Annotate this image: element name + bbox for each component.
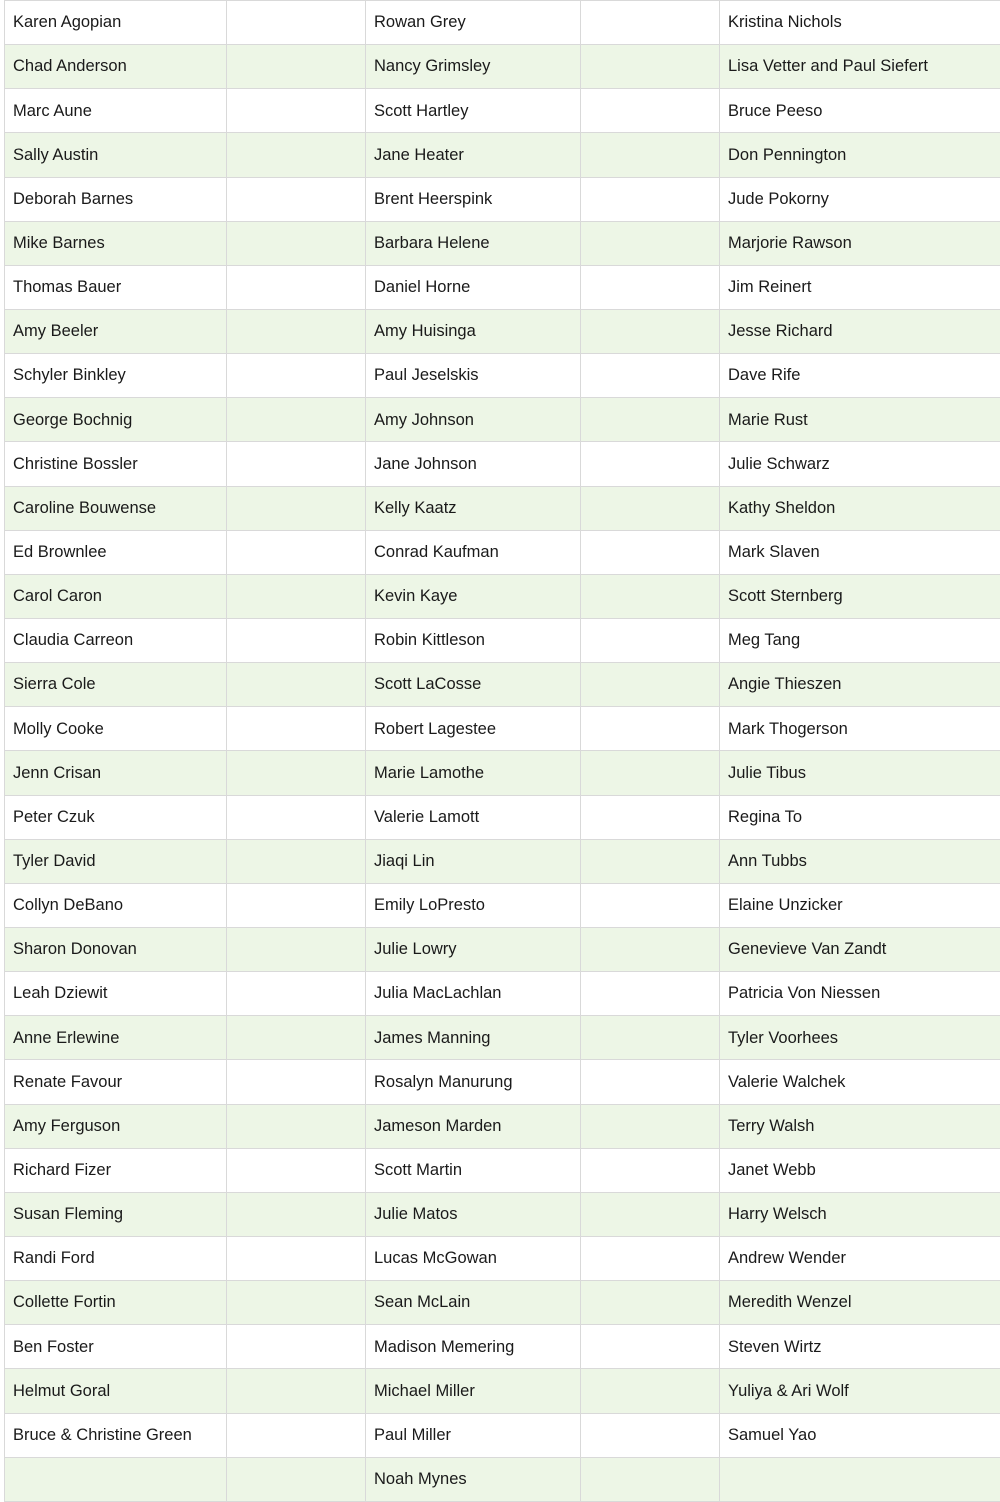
name-cell: Sierra Cole [5, 663, 227, 707]
name-cell: Don Pennington [720, 133, 1000, 177]
name-cell: Paul Jeselskis [366, 354, 581, 398]
empty-cell [581, 1060, 720, 1104]
name-cell: Conrad Kaufman [366, 530, 581, 574]
empty-cell [581, 1104, 720, 1148]
name-cell: Amy Huisinga [366, 309, 581, 353]
empty-cell [227, 1325, 366, 1369]
name-cell: Collyn DeBano [5, 883, 227, 927]
empty-cell [227, 45, 366, 89]
name-cell: Barbara Helene [366, 221, 581, 265]
table-row [5, 1325, 1000, 1369]
name-cell: Julie Matos [366, 1192, 581, 1236]
name-cell: Sean McLain [366, 1281, 581, 1325]
table-row [5, 1236, 1000, 1280]
name-cell: Leah Dziewit [5, 972, 227, 1016]
empty-cell [581, 89, 720, 133]
names-table-body [5, 1, 1000, 1502]
table-row [5, 133, 1000, 177]
empty-cell [227, 972, 366, 1016]
empty-cell [227, 927, 366, 971]
empty-cell [581, 1, 720, 45]
empty-cell [581, 265, 720, 309]
name-cell: Rosalyn Manurung [366, 1060, 581, 1104]
empty-cell [227, 1281, 366, 1325]
name-cell: Peter Czuk [5, 795, 227, 839]
empty-cell [227, 751, 366, 795]
name-cell: Patricia Von Niessen [720, 972, 1000, 1016]
name-cell: Lisa Vetter and Paul Siefert [720, 45, 1000, 89]
table-row [5, 89, 1000, 133]
empty-cell [227, 221, 366, 265]
table-row [5, 972, 1000, 1016]
name-cell: Marie Rust [720, 398, 1000, 442]
name-cell: Ben Foster [5, 1325, 227, 1369]
table-row [5, 221, 1000, 265]
empty-cell [581, 442, 720, 486]
empty-cell [227, 839, 366, 883]
empty-cell [227, 265, 366, 309]
table-row [5, 839, 1000, 883]
table-row [5, 1413, 1000, 1457]
empty-cell [581, 927, 720, 971]
name-cell: Sally Austin [5, 133, 227, 177]
name-cell: Scott Martin [366, 1148, 581, 1192]
empty-cell [227, 133, 366, 177]
name-cell: Valerie Lamott [366, 795, 581, 839]
table-row [5, 795, 1000, 839]
name-cell: Scott Sternberg [720, 574, 1000, 618]
empty-cell [581, 133, 720, 177]
table-row [5, 354, 1000, 398]
table-row [5, 442, 1000, 486]
empty-cell [227, 309, 366, 353]
table-row [5, 1457, 1000, 1501]
name-cell: Emily LoPresto [366, 883, 581, 927]
table-row [5, 927, 1000, 971]
table-row [5, 1104, 1000, 1148]
name-cell: Randi Ford [5, 1236, 227, 1280]
name-cell: Tyler Voorhees [720, 1016, 1000, 1060]
table-row [5, 530, 1000, 574]
name-cell [5, 1457, 227, 1501]
empty-cell [227, 707, 366, 751]
empty-cell [581, 1325, 720, 1369]
name-cell: Meredith Wenzel [720, 1281, 1000, 1325]
names-table [4, 0, 1000, 1502]
empty-cell [581, 398, 720, 442]
empty-cell [227, 1060, 366, 1104]
name-cell: Caroline Bouwense [5, 486, 227, 530]
name-cell: Amy Ferguson [5, 1104, 227, 1148]
empty-cell [581, 1148, 720, 1192]
empty-cell [227, 1413, 366, 1457]
empty-cell [581, 486, 720, 530]
empty-cell [227, 398, 366, 442]
empty-cell [227, 883, 366, 927]
name-cell: Michael Miller [366, 1369, 581, 1413]
table-row [5, 707, 1000, 751]
empty-cell [581, 574, 720, 618]
name-cell: Thomas Bauer [5, 265, 227, 309]
name-cell: Julie Lowry [366, 927, 581, 971]
table-row [5, 1060, 1000, 1104]
name-cell: Nancy Grimsley [366, 45, 581, 89]
empty-cell [227, 530, 366, 574]
name-cell: Samuel Yao [720, 1413, 1000, 1457]
name-cell: Julie Schwarz [720, 442, 1000, 486]
table-row [5, 1192, 1000, 1236]
table-row [5, 45, 1000, 89]
name-cell: Marie Lamothe [366, 751, 581, 795]
empty-cell [581, 795, 720, 839]
empty-cell [581, 221, 720, 265]
empty-cell [227, 442, 366, 486]
empty-cell [581, 663, 720, 707]
empty-cell [581, 707, 720, 751]
empty-cell [227, 486, 366, 530]
name-cell: Marjorie Rawson [720, 221, 1000, 265]
name-cell: Andrew Wender [720, 1236, 1000, 1280]
name-cell: Claudia Carreon [5, 618, 227, 662]
name-cell: Carol Caron [5, 574, 227, 618]
name-cell: Amy Beeler [5, 309, 227, 353]
name-cell: Angie Thieszen [720, 663, 1000, 707]
name-cell: Marc Aune [5, 89, 227, 133]
name-cell: Renate Favour [5, 1060, 227, 1104]
name-cell: Paul Miller [366, 1413, 581, 1457]
name-cell: Jiaqi Lin [366, 839, 581, 883]
name-cell: Schyler Binkley [5, 354, 227, 398]
name-cell: Terry Walsh [720, 1104, 1000, 1148]
name-cell: Jane Johnson [366, 442, 581, 486]
name-cell: Jesse Richard [720, 309, 1000, 353]
name-cell: Elaine Unzicker [720, 883, 1000, 927]
name-cell: Steven Wirtz [720, 1325, 1000, 1369]
empty-cell [227, 1369, 366, 1413]
name-cell: James Manning [366, 1016, 581, 1060]
empty-cell [581, 883, 720, 927]
table-row [5, 663, 1000, 707]
name-cell: Sharon Donovan [5, 927, 227, 971]
empty-cell [581, 1192, 720, 1236]
empty-cell [581, 972, 720, 1016]
name-cell: Jameson Marden [366, 1104, 581, 1148]
table-row [5, 1148, 1000, 1192]
empty-cell [227, 663, 366, 707]
name-cell: Scott LaCosse [366, 663, 581, 707]
table-row [5, 1, 1000, 45]
empty-cell [581, 1413, 720, 1457]
name-cell: Karen Agopian [5, 1, 227, 45]
table-row [5, 883, 1000, 927]
table-row [5, 1369, 1000, 1413]
empty-cell [227, 1192, 366, 1236]
empty-cell [581, 618, 720, 662]
name-cell: Yuliya & Ari Wolf [720, 1369, 1000, 1413]
empty-cell [581, 839, 720, 883]
name-cell: George Bochnig [5, 398, 227, 442]
empty-cell [227, 1, 366, 45]
name-cell: Bruce & Christine Green [5, 1413, 227, 1457]
name-cell: Dave Rife [720, 354, 1000, 398]
empty-cell [581, 530, 720, 574]
table-row [5, 398, 1000, 442]
empty-cell [227, 1236, 366, 1280]
name-cell: Meg Tang [720, 618, 1000, 662]
name-cell: Janet Webb [720, 1148, 1000, 1192]
table-row [5, 486, 1000, 530]
empty-cell [581, 1016, 720, 1060]
name-cell [720, 1457, 1000, 1501]
table-row [5, 751, 1000, 795]
empty-cell [227, 795, 366, 839]
name-cell: Julie Tibus [720, 751, 1000, 795]
name-cell: Kristina Nichols [720, 1, 1000, 45]
name-cell: Kelly Kaatz [366, 486, 581, 530]
name-cell: Mark Slaven [720, 530, 1000, 574]
table-row [5, 309, 1000, 353]
empty-cell [227, 1457, 366, 1501]
name-cell: Collette Fortin [5, 1281, 227, 1325]
name-cell: Robert Lagestee [366, 707, 581, 751]
name-cell: Julia MacLachlan [366, 972, 581, 1016]
name-cell: Jim Reinert [720, 265, 1000, 309]
empty-cell [227, 618, 366, 662]
empty-cell [227, 89, 366, 133]
name-cell: Helmut Goral [5, 1369, 227, 1413]
empty-cell [581, 751, 720, 795]
name-cell: Anne Erlewine [5, 1016, 227, 1060]
empty-cell [581, 1369, 720, 1413]
name-cell: Regina To [720, 795, 1000, 839]
empty-cell [581, 45, 720, 89]
table-row [5, 1281, 1000, 1325]
empty-cell [227, 1148, 366, 1192]
name-cell: Molly Cooke [5, 707, 227, 751]
table-row [5, 618, 1000, 662]
empty-cell [581, 177, 720, 221]
name-cell: Ann Tubbs [720, 839, 1000, 883]
table-row [5, 177, 1000, 221]
empty-cell [581, 1236, 720, 1280]
name-cell: Brent Heerspink [366, 177, 581, 221]
name-cell: Jenn Crisan [5, 751, 227, 795]
name-cell: Mike Barnes [5, 221, 227, 265]
table-row [5, 574, 1000, 618]
empty-cell [581, 1281, 720, 1325]
name-cell: Ed Brownlee [5, 530, 227, 574]
name-cell: Madison Memering [366, 1325, 581, 1369]
table-row [5, 265, 1000, 309]
empty-cell [581, 309, 720, 353]
name-cell: Noah Mynes [366, 1457, 581, 1501]
empty-cell [581, 354, 720, 398]
name-cell: Christine Bossler [5, 442, 227, 486]
name-cell: Genevieve Van Zandt [720, 927, 1000, 971]
empty-cell [581, 1457, 720, 1501]
name-cell: Bruce Peeso [720, 89, 1000, 133]
name-cell: Deborah Barnes [5, 177, 227, 221]
name-cell: Kathy Sheldon [720, 486, 1000, 530]
name-cell: Amy Johnson [366, 398, 581, 442]
name-cell: Daniel Horne [366, 265, 581, 309]
name-cell: Jude Pokorny [720, 177, 1000, 221]
name-cell: Mark Thogerson [720, 707, 1000, 751]
name-cell: Richard Fizer [5, 1148, 227, 1192]
empty-cell [227, 574, 366, 618]
name-cell: Tyler David [5, 839, 227, 883]
name-cell: Susan Fleming [5, 1192, 227, 1236]
name-cell: Valerie Walchek [720, 1060, 1000, 1104]
name-cell: Harry Welsch [720, 1192, 1000, 1236]
name-cell: Rowan Grey [366, 1, 581, 45]
empty-cell [227, 1104, 366, 1148]
empty-cell [227, 1016, 366, 1060]
empty-cell [227, 354, 366, 398]
empty-cell [227, 177, 366, 221]
table-row [5, 1016, 1000, 1060]
name-cell: Chad Anderson [5, 45, 227, 89]
name-cell: Lucas McGowan [366, 1236, 581, 1280]
name-cell: Kevin Kaye [366, 574, 581, 618]
name-cell: Scott Hartley [366, 89, 581, 133]
name-cell: Jane Heater [366, 133, 581, 177]
name-cell: Robin Kittleson [366, 618, 581, 662]
